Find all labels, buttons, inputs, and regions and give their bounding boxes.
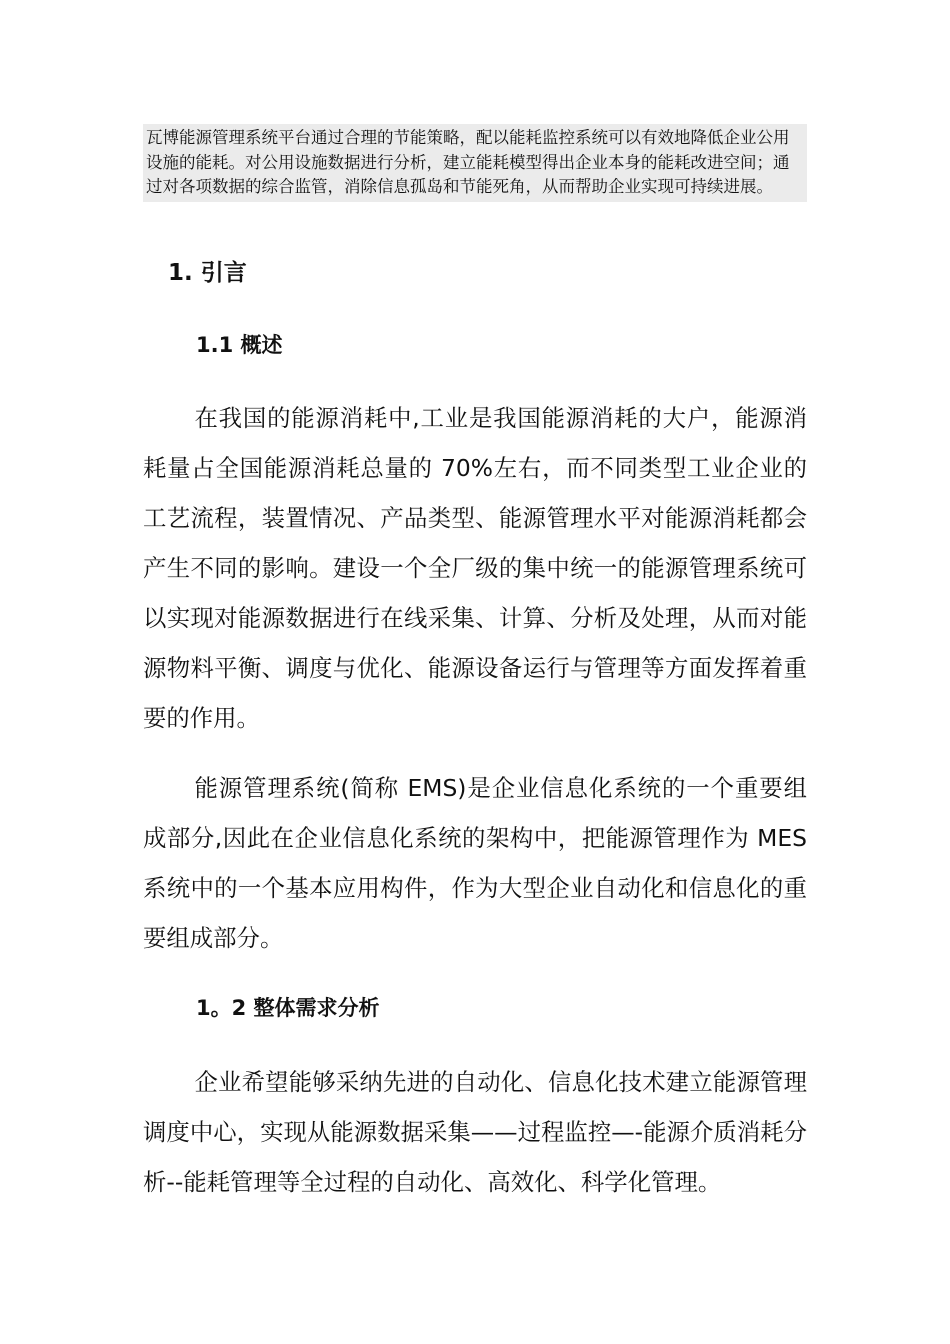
section-heading-introduction: 1. 引言 — [168, 260, 247, 286]
subsection-heading-requirements: 1。2 整体需求分析 — [196, 996, 380, 1020]
body-paragraph-energy-consumption: 在我国的能源消耗中,工业是我国能源消耗的大户，能源消耗量占全国能源消耗总量的 70%左右，而不同类型工业企业的工艺流程，装置情况、产品类型、能源管理水平对能源消耗都会产生不同的影响。建设一个全厂级的集中统一的能源管理系统可以实现对能源数据进行在线采集、计算、分析及处理，从而对能源物料平衡、调度与优化、能源设备运行与管理等方面发挥着重要的作用。 — [143, 404, 807, 732]
body-paragraph-requirements: 企业希望能够采纳先进的自动化、信息化技术建立能源管理调度中心，实现从能源数据采集——过程监控—-能源介质消耗分析--能耗管理等全过程的自动化、高效化、科学化管理。 — [143, 1068, 807, 1196]
body-paragraph-ems-definition: 能源管理系统(简称 EMS)是企业信息化系统的一个重要组成部分,因此在企业信息化系统的架构中，把能源管理作为 MES 系统中的一个基本应用构件，作为大型企业自动化和信息化的重要组成部分。 — [143, 774, 807, 952]
abstract-highlight-box: 瓦博能源管理系统平台通过合理的节能策略，配以能耗监控系统可以有效地降低企业公用设施的能耗。对公用设施数据进行分析，建立能耗模型得出企业本身的能耗改进空间；通过对各项数据的综合监管，消除信息孤岛和节能死角，从而帮助企业实现可持续进展。 — [143, 124, 807, 202]
subsection-heading-overview: 1.1 概述 — [196, 333, 283, 357]
